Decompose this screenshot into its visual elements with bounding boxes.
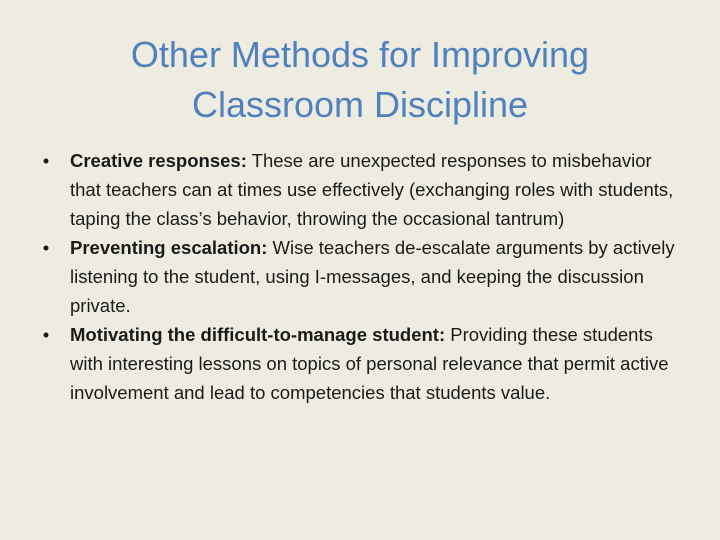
slide-title-line-1: Other Methods for Improving (130, 34, 590, 75)
bullet-term: Creative responses: (70, 150, 247, 171)
bullet-text: Providing these students with interesting lessons on topics of personal relevance that permit active involvement and lead to competencies that students value. (70, 324, 669, 403)
bullet-term: Preventing escalation: (70, 237, 268, 258)
bullet-item-motivating-student (36, 320, 676, 407)
slide-title-line-2: Classroom Discipline (191, 84, 529, 125)
bullet-dot-icon: • (42, 150, 50, 171)
bullet-dot-icon: • (42, 324, 50, 345)
bullet-term: Motivating the difficult-to-manage student: (70, 324, 446, 345)
bullet-text: Wise teachers de-escalate arguments by actively listening to the student, using I-messages, and keeping the discussion private. (70, 237, 675, 316)
slide-title (40, 30, 680, 130)
bullet-text: These are unexpected responses to misbehavior that teachers can at times use effectively (exchanging roles with students, taping the class’s behavior, throwing the occasional tantrum) (70, 150, 674, 229)
bullet-item-preventing-escalation (36, 233, 676, 320)
bullet-item-creative-responses (36, 146, 676, 233)
bullet-list (36, 146, 676, 407)
bullet-dot-icon: • (42, 237, 50, 258)
